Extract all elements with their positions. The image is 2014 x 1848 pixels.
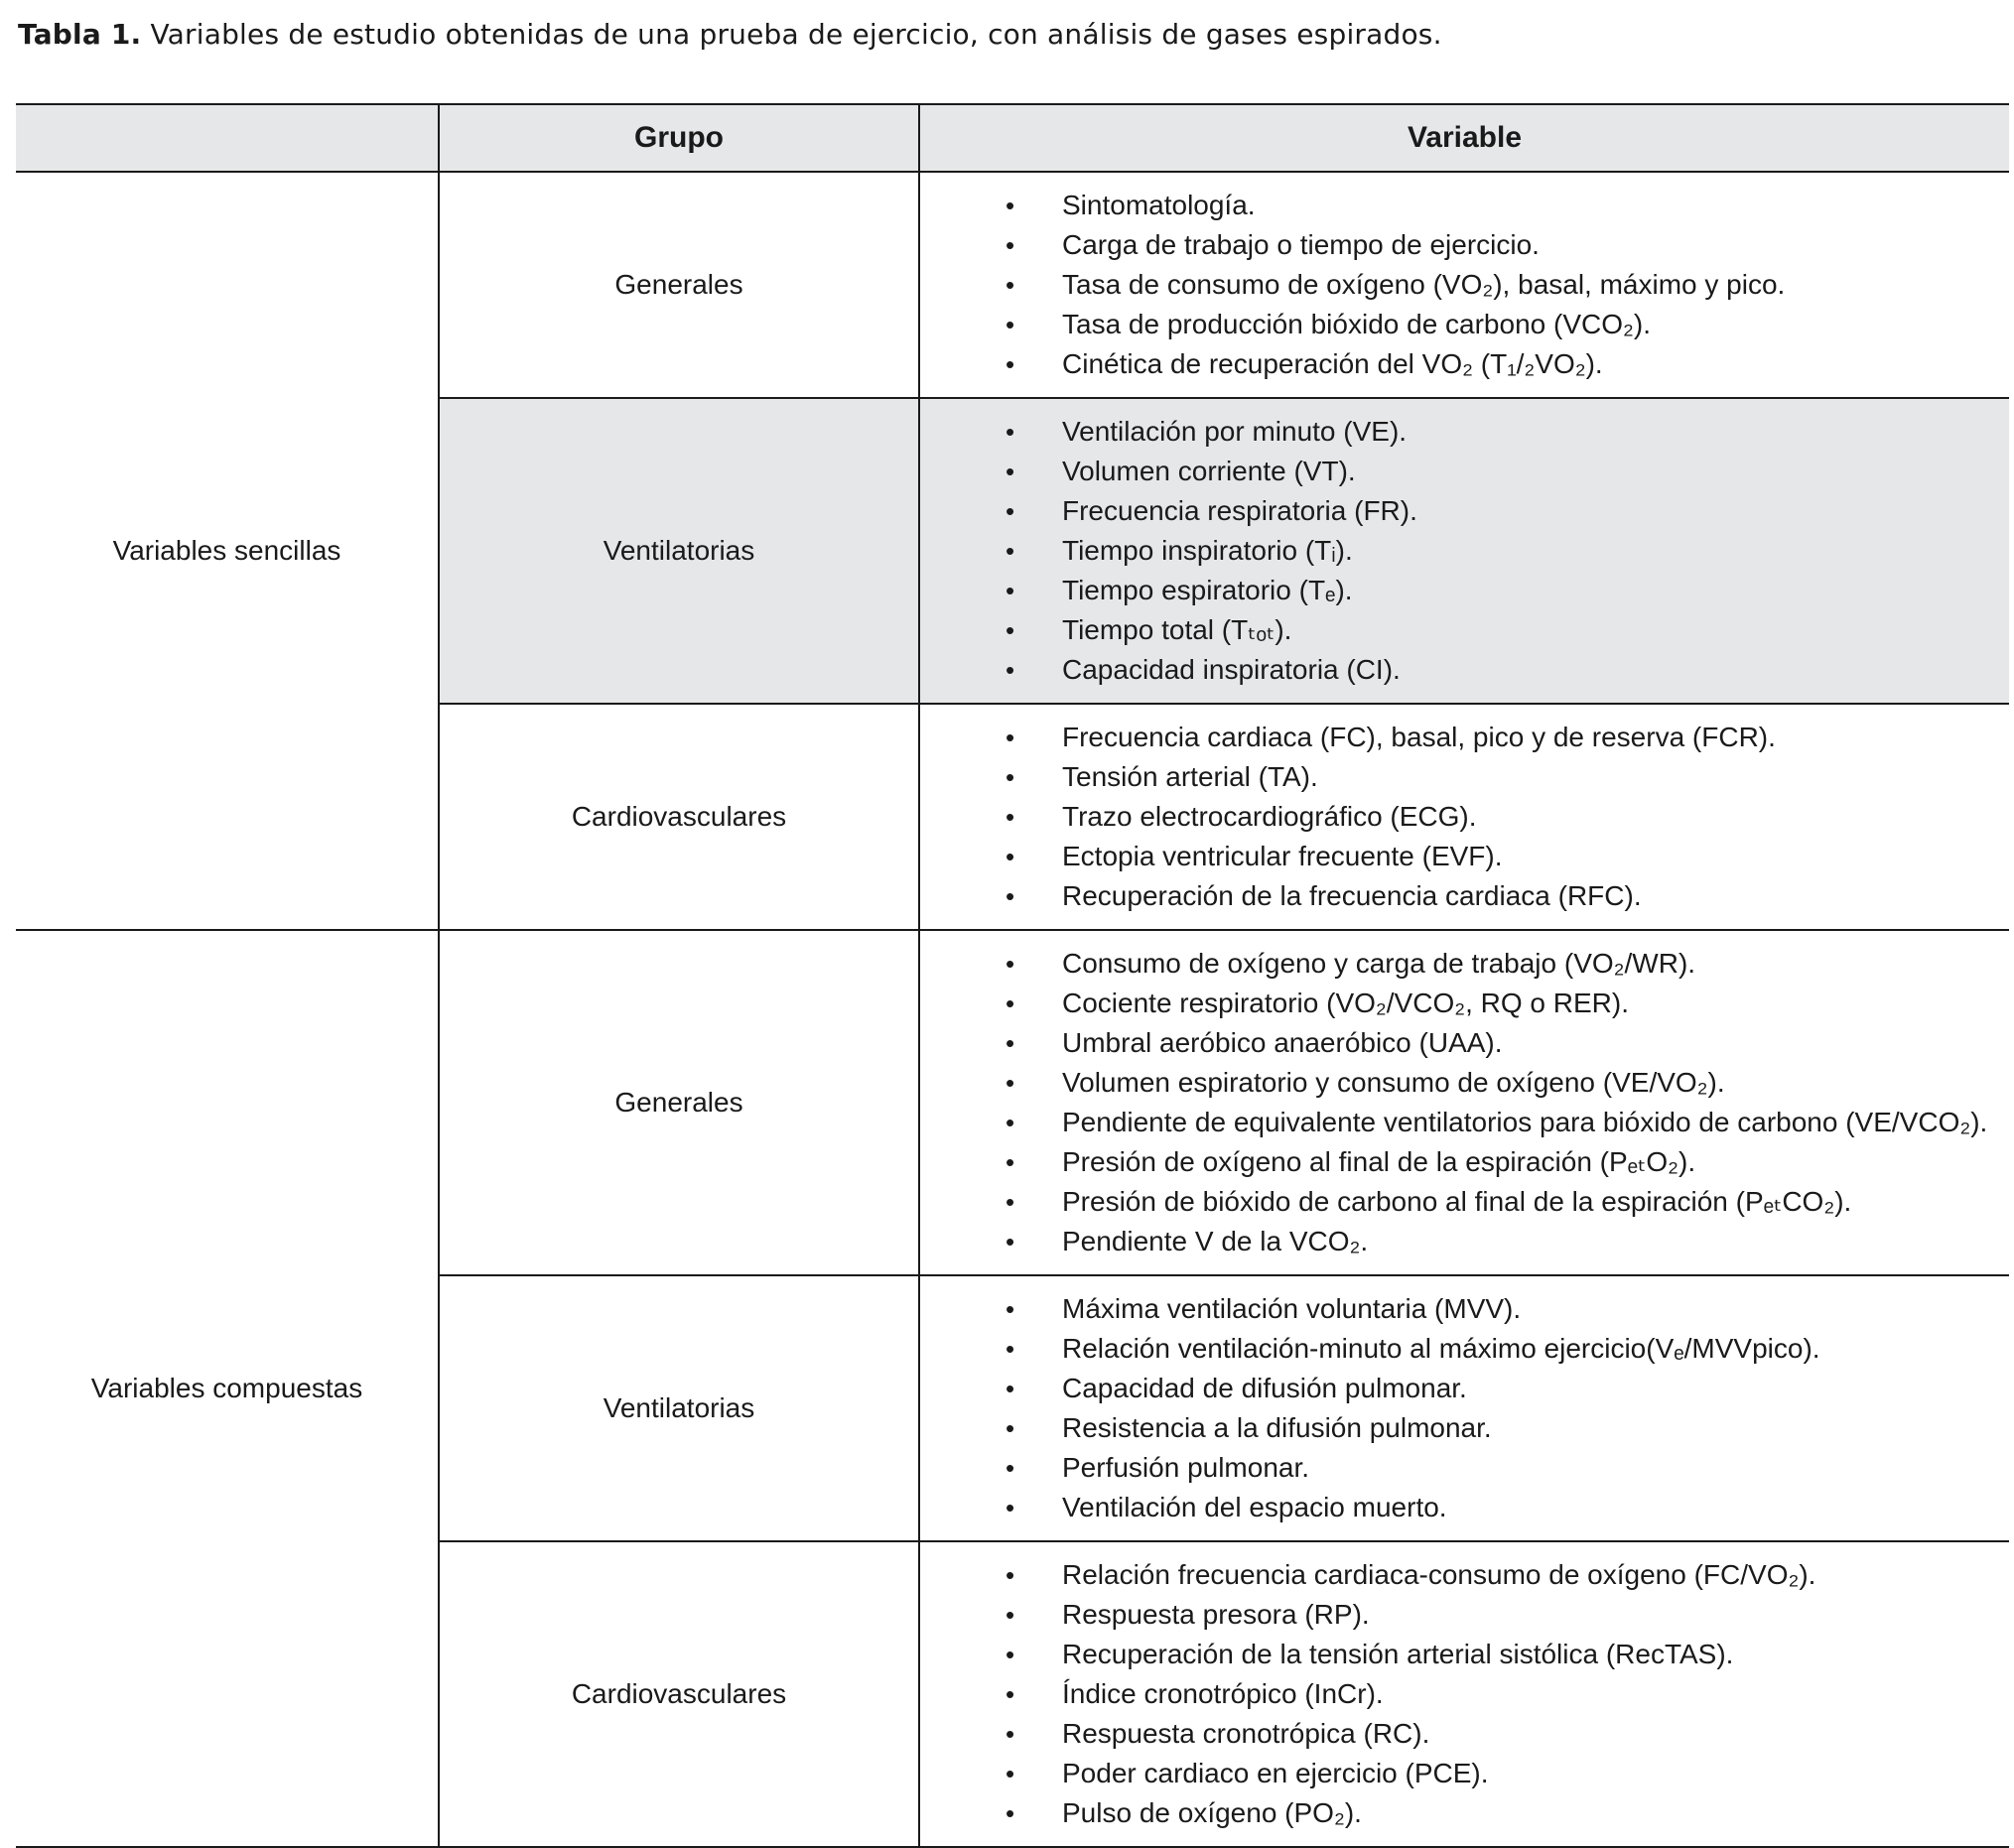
variables-cell	[919, 704, 2009, 930]
variable-list	[920, 186, 2009, 384]
bullet-icon: •	[1006, 496, 1015, 526]
variable-text: Relación ventilación-minuto al máximo ejercicio(Vₑ/MVVpico).	[1062, 1333, 1820, 1364]
variable-item	[920, 944, 2009, 984]
bullet-icon: •	[1006, 349, 1015, 379]
header-group: Grupo	[439, 104, 919, 172]
variable-item	[920, 531, 2009, 571]
bullet-icon: •	[1006, 1294, 1015, 1324]
bullet-icon: •	[1006, 1334, 1015, 1364]
variable-item	[920, 1595, 2009, 1635]
variable-text: Ventilación por minuto (VE).	[1062, 416, 1408, 447]
header-variable: Variable	[919, 104, 2009, 172]
variable-item	[920, 876, 2009, 916]
bullet-icon: •	[1006, 417, 1015, 447]
variable-item	[920, 1793, 2009, 1833]
bullet-icon: •	[1006, 1147, 1015, 1177]
variable-text: Cinética de recuperación del VO₂ (T₁/₂VO₂).	[1062, 348, 1603, 379]
variable-text: Volumen corriente (VT).	[1062, 456, 1356, 486]
group-label: Generales	[614, 269, 743, 300]
group-label: Cardiovasculares	[571, 1678, 787, 1709]
table-row	[16, 930, 2009, 1275]
variable-text: Capacidad de difusión pulmonar.	[1062, 1373, 1467, 1403]
bullet-icon: •	[1006, 723, 1015, 752]
group-cell	[439, 172, 919, 398]
variable-item	[920, 610, 2009, 650]
bullet-icon: •	[1006, 762, 1015, 792]
variable-item	[920, 797, 2009, 837]
variable-text: Perfusión pulmonar.	[1062, 1452, 1310, 1483]
bullet-icon: •	[1006, 1187, 1015, 1217]
variable-text: Recuperación de la tensión arterial sistólica (RecTAS).	[1062, 1639, 1734, 1669]
group-label: Ventilatorias	[603, 535, 755, 566]
variables-cell	[919, 1541, 2009, 1847]
group-label: Generales	[614, 1087, 743, 1118]
variable-item	[920, 571, 2009, 610]
bullet-icon: •	[1006, 1493, 1015, 1522]
bullet-icon: •	[1006, 1560, 1015, 1590]
variables-cell	[919, 398, 2009, 704]
bullet-icon: •	[1006, 536, 1015, 566]
variable-list	[920, 412, 2009, 690]
variable-text: Tiempo inspiratorio (Tᵢ).	[1062, 535, 1353, 566]
variables-cell	[919, 1275, 2009, 1541]
variable-item	[920, 1714, 2009, 1754]
variables-cell	[919, 172, 2009, 398]
bullet-icon: •	[1006, 1374, 1015, 1403]
bullet-icon: •	[1006, 989, 1015, 1018]
variable-text: Pendiente V de la VCO₂.	[1062, 1226, 1369, 1256]
variable-text: Frecuencia cardiaca (FC), basal, pico y de reserva (FCR).	[1062, 722, 1776, 752]
variable-item	[920, 452, 2009, 491]
variable-text: Tiempo espiratorio (Tₑ).	[1062, 575, 1353, 605]
variables-table	[16, 103, 2009, 1848]
variable-text: Trazo electrocardiográfico (ECG).	[1062, 801, 1477, 832]
bullet-icon: •	[1006, 1068, 1015, 1098]
variable-text: Pendiente de equivalente ventilatorios para bióxido de carbono (VE/VCO₂).	[1062, 1107, 1988, 1137]
variable-item	[920, 1369, 2009, 1408]
variable-text: Umbral aeróbico anaeróbico (UAA).	[1062, 1027, 1503, 1058]
bullet-icon: •	[1006, 1798, 1015, 1828]
bullet-icon: •	[1006, 1759, 1015, 1788]
bullet-icon: •	[1006, 655, 1015, 685]
variable-item	[920, 1674, 2009, 1714]
variable-text: Recuperación de la frecuencia cardiaca (RFC).	[1062, 880, 1642, 911]
variable-list	[920, 1555, 2009, 1833]
variable-text: Volumen espiratorio y consumo de oxígeno (VE/VO₂).	[1062, 1067, 1725, 1098]
variable-list	[920, 944, 2009, 1261]
group-cell	[439, 930, 919, 1275]
variable-item	[920, 1408, 2009, 1448]
bullet-icon: •	[1006, 881, 1015, 911]
bullet-icon: •	[1006, 191, 1015, 220]
group-label: Ventilatorias	[603, 1392, 755, 1423]
variable-text: Ectopia ventricular frecuente (EVF).	[1062, 841, 1503, 871]
variable-item	[920, 1448, 2009, 1488]
variable-item	[920, 305, 2009, 344]
bullet-icon: •	[1006, 270, 1015, 300]
variable-text: Capacidad inspiratoria (CI).	[1062, 654, 1401, 685]
category-cell	[16, 930, 439, 1847]
bullet-icon: •	[1006, 1227, 1015, 1256]
variable-item	[920, 757, 2009, 797]
bullet-icon: •	[1006, 1719, 1015, 1749]
bullet-icon: •	[1006, 576, 1015, 605]
bullet-icon: •	[1006, 949, 1015, 979]
variable-text: Tensión arterial (TA).	[1062, 761, 1318, 792]
variable-item	[920, 344, 2009, 384]
caption-text: Variables de estudio obtenidas de una prueba de ejercicio, con análisis de gases espirados.	[141, 18, 1442, 51]
variable-text: Presión de bióxido de carbono al final de la espiración (PₑₜCO₂).	[1062, 1186, 1852, 1217]
variable-item	[920, 1329, 2009, 1369]
variable-item	[920, 1222, 2009, 1261]
variable-text: Ventilación del espacio muerto.	[1062, 1492, 1447, 1522]
variable-item	[920, 1103, 2009, 1142]
variable-text: Consumo de oxígeno y carga de trabajo (VO₂/WR).	[1062, 948, 1696, 979]
variable-text: Carga de trabajo o tiempo de ejercicio.	[1062, 229, 1540, 260]
variable-text: Tasa de producción bióxido de carbono (VCO₂).	[1062, 309, 1651, 339]
variable-item	[920, 984, 2009, 1023]
variable-item	[920, 1555, 2009, 1595]
variable-item	[920, 837, 2009, 876]
table-caption	[18, 18, 1442, 51]
group-cell	[439, 1275, 919, 1541]
bullet-icon: •	[1006, 842, 1015, 871]
variable-item	[920, 1182, 2009, 1222]
variable-text: Máxima ventilación voluntaria (MVV).	[1062, 1293, 1522, 1324]
variable-text: Tiempo total (Tₜₒₜ).	[1062, 614, 1292, 645]
group-cell	[439, 1541, 919, 1847]
variable-item	[920, 650, 2009, 690]
category-label: Variables sencillas	[112, 535, 341, 566]
category-label: Variables compuestas	[90, 1373, 363, 1403]
bullet-icon: •	[1006, 1453, 1015, 1483]
variable-text: Relación frecuencia cardiaca-consumo de oxígeno (FC/VO₂).	[1062, 1559, 1816, 1590]
variable-list	[920, 1289, 2009, 1527]
bullet-icon: •	[1006, 1028, 1015, 1058]
variable-item	[920, 265, 2009, 305]
bullet-icon: •	[1006, 1108, 1015, 1137]
bullet-icon: •	[1006, 1679, 1015, 1709]
variable-item	[920, 491, 2009, 531]
group-label: Cardiovasculares	[571, 801, 787, 832]
variable-item	[920, 1063, 2009, 1103]
variable-list	[920, 718, 2009, 916]
group-cell	[439, 704, 919, 930]
variable-item	[920, 1142, 2009, 1182]
bullet-icon: •	[1006, 457, 1015, 486]
variable-text: Resistencia a la difusión pulmonar.	[1062, 1412, 1492, 1443]
variable-text: Sintomatología.	[1062, 190, 1256, 220]
bullet-icon: •	[1006, 1600, 1015, 1630]
variable-text: Respuesta presora (RP).	[1062, 1599, 1370, 1630]
variable-text: Tasa de consumo de oxígeno (VO₂), basal, máximo y pico.	[1062, 269, 1786, 300]
variable-item	[920, 1023, 2009, 1063]
variable-text: Poder cardiaco en ejercicio (PCE).	[1062, 1758, 1489, 1788]
variables-cell	[919, 930, 2009, 1275]
variable-item	[920, 1754, 2009, 1793]
caption-label: Tabla 1.	[18, 18, 142, 51]
variable-text: Respuesta cronotrópica (RC).	[1062, 1718, 1430, 1749]
variable-text: Pulso de oxígeno (PO₂).	[1062, 1797, 1362, 1828]
variable-item	[920, 1488, 2009, 1527]
category-cell	[16, 172, 439, 930]
bullet-icon: •	[1006, 1413, 1015, 1443]
variable-item	[920, 718, 2009, 757]
variable-item	[920, 412, 2009, 452]
bullet-icon: •	[1006, 230, 1015, 260]
bullet-icon: •	[1006, 802, 1015, 832]
group-cell	[439, 398, 919, 704]
table-row	[16, 172, 2009, 398]
header-category	[16, 104, 439, 172]
variable-item	[920, 1635, 2009, 1674]
bullet-icon: •	[1006, 310, 1015, 339]
variable-text: Frecuencia respiratoria (FR).	[1062, 495, 1417, 526]
variable-item	[920, 225, 2009, 265]
variable-item	[920, 186, 2009, 225]
bullet-icon: •	[1006, 615, 1015, 645]
bullet-icon: •	[1006, 1640, 1015, 1669]
variable-item	[920, 1289, 2009, 1329]
variable-text: Cociente respiratorio (VO₂/VCO₂, RQ o RER).	[1062, 988, 1630, 1018]
variable-text: Índice cronotrópico (InCr).	[1062, 1678, 1384, 1709]
variable-text: Presión de oxígeno al final de la espiración (PₑₜO₂).	[1062, 1146, 1696, 1177]
table-header-row	[16, 104, 2009, 172]
